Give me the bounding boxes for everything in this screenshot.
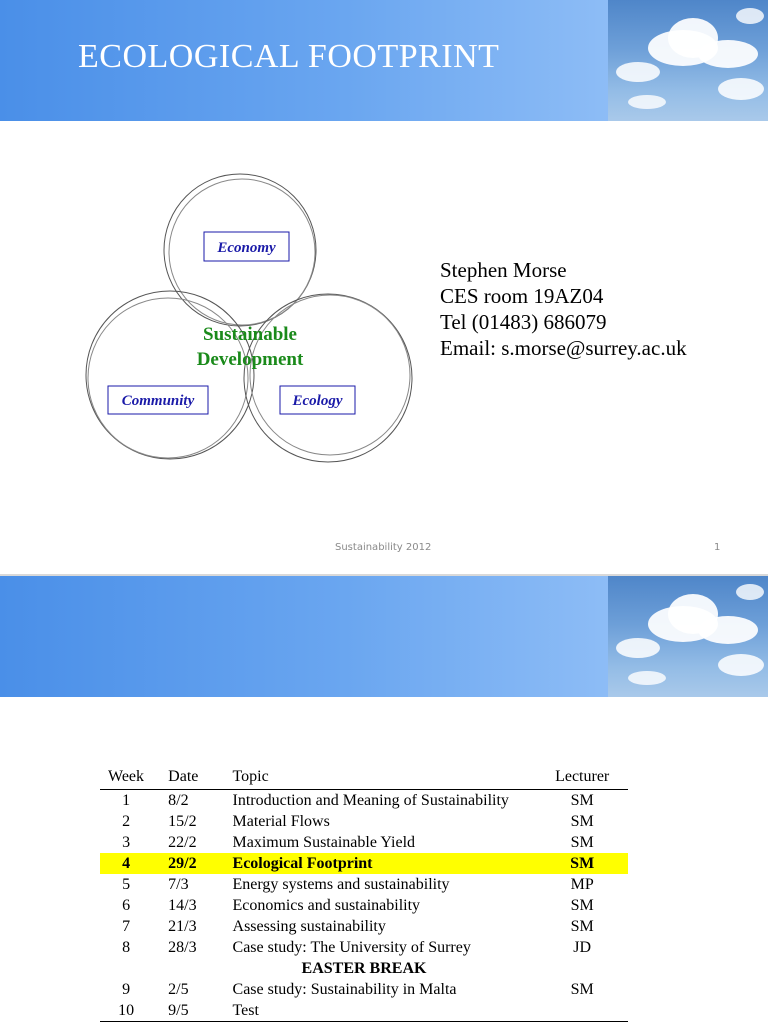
venn-label-community: Community (121, 393, 195, 409)
table-row (100, 1000, 628, 1022)
cell-topic: Energy systems and sustainability (232, 875, 450, 893)
cell-date: 28/3 (168, 938, 197, 956)
table-row (100, 874, 628, 895)
contact-name: Stephen Morse (440, 258, 567, 282)
sky-clouds-image (608, 0, 768, 121)
cell-date: 2/5 (168, 980, 189, 998)
cell-week: 10 (100, 1000, 152, 1022)
cell-lecturer: SM (570, 980, 594, 998)
cell-lecturer: SM (570, 812, 594, 830)
table-row (100, 832, 628, 853)
col-header-lecturer: Lecturer (536, 766, 628, 790)
cell-lecturer (536, 1000, 628, 1022)
cell-lecturer: SM (570, 833, 594, 851)
cell-date: 9/5 (152, 1000, 232, 1022)
schedule-table (100, 766, 628, 1022)
cell-date: 8/2 (168, 791, 189, 809)
cell-topic: Test (233, 1000, 537, 1022)
venn-diagram (80, 170, 420, 470)
cell-lecturer: MP (570, 875, 594, 893)
cell-date: 22/2 (168, 833, 197, 851)
cell-topic: Case study: The University of Surrey (232, 938, 471, 956)
table-row (100, 811, 628, 832)
table-row (100, 790, 628, 812)
cell-week: 7 (122, 917, 131, 935)
col-header-topic: Topic (233, 766, 537, 790)
cell-topic: Maximum Sustainable Yield (232, 833, 416, 851)
cell-date: 7/3 (168, 875, 189, 893)
cell-week: 4 (100, 853, 152, 874)
cell-week: 6 (122, 896, 131, 914)
cell-date: 14/3 (168, 896, 197, 914)
cell-topic: Ecological Footprint (233, 853, 537, 874)
cell-week: 3 (122, 833, 131, 851)
cell-date: 15/2 (168, 812, 197, 830)
table-row-break (100, 958, 628, 979)
cell-date: 21/3 (168, 917, 197, 935)
cell-week: 5 (122, 875, 131, 893)
table-row (100, 895, 628, 916)
cell-week: 8 (122, 938, 131, 956)
contact-room: CES room 19AZ04 (440, 284, 604, 308)
cell-topic: Material Flows (232, 812, 330, 830)
cell-topic: Assessing sustainability (232, 917, 386, 935)
table-row (100, 937, 628, 958)
table-row (100, 916, 628, 937)
col-header-week: Week (100, 766, 152, 790)
cell-lecturer: SM (570, 917, 594, 935)
venn-center-line2: Development (196, 349, 304, 370)
cell-lecturer: JD (573, 938, 592, 956)
slide-footer: Sustainability 2012 (335, 542, 432, 553)
sky-clouds-image (608, 576, 768, 697)
cell-topic: Economics and sustainability (232, 896, 421, 914)
slide-2 (0, 576, 768, 1024)
slide-page-number: 1 (714, 542, 721, 553)
col-header-date: Date (152, 766, 232, 790)
contact-block (440, 257, 687, 361)
cell-topic: Introduction and Meaning of Sustainability (232, 791, 509, 809)
table-row (100, 979, 628, 1000)
table-row-highlighted (100, 853, 628, 874)
easter-break-label: EASTER BREAK (301, 959, 427, 977)
venn-center-line1: Sustainable (203, 324, 297, 345)
venn-label-ecology: Ecology (292, 393, 343, 409)
venn-label-economy: Economy (217, 240, 276, 256)
table-header-row (100, 766, 628, 790)
slide-title: ECOLOGICAL FOOTPRINT (78, 38, 500, 75)
contact-email: Email: s.morse@surrey.ac.uk (440, 336, 687, 360)
cell-lecturer: SM (570, 896, 594, 914)
cell-week: 1 (122, 791, 131, 809)
cell-date: 29/2 (152, 853, 232, 874)
cell-week: 2 (122, 812, 131, 830)
cell-lecturer: SM (570, 791, 594, 809)
cell-lecturer: SM (536, 853, 628, 874)
cell-week: 9 (122, 980, 131, 998)
cell-topic: Case study: Sustainability in Malta (232, 980, 457, 998)
contact-tel: Tel (01483) 686079 (440, 310, 607, 334)
